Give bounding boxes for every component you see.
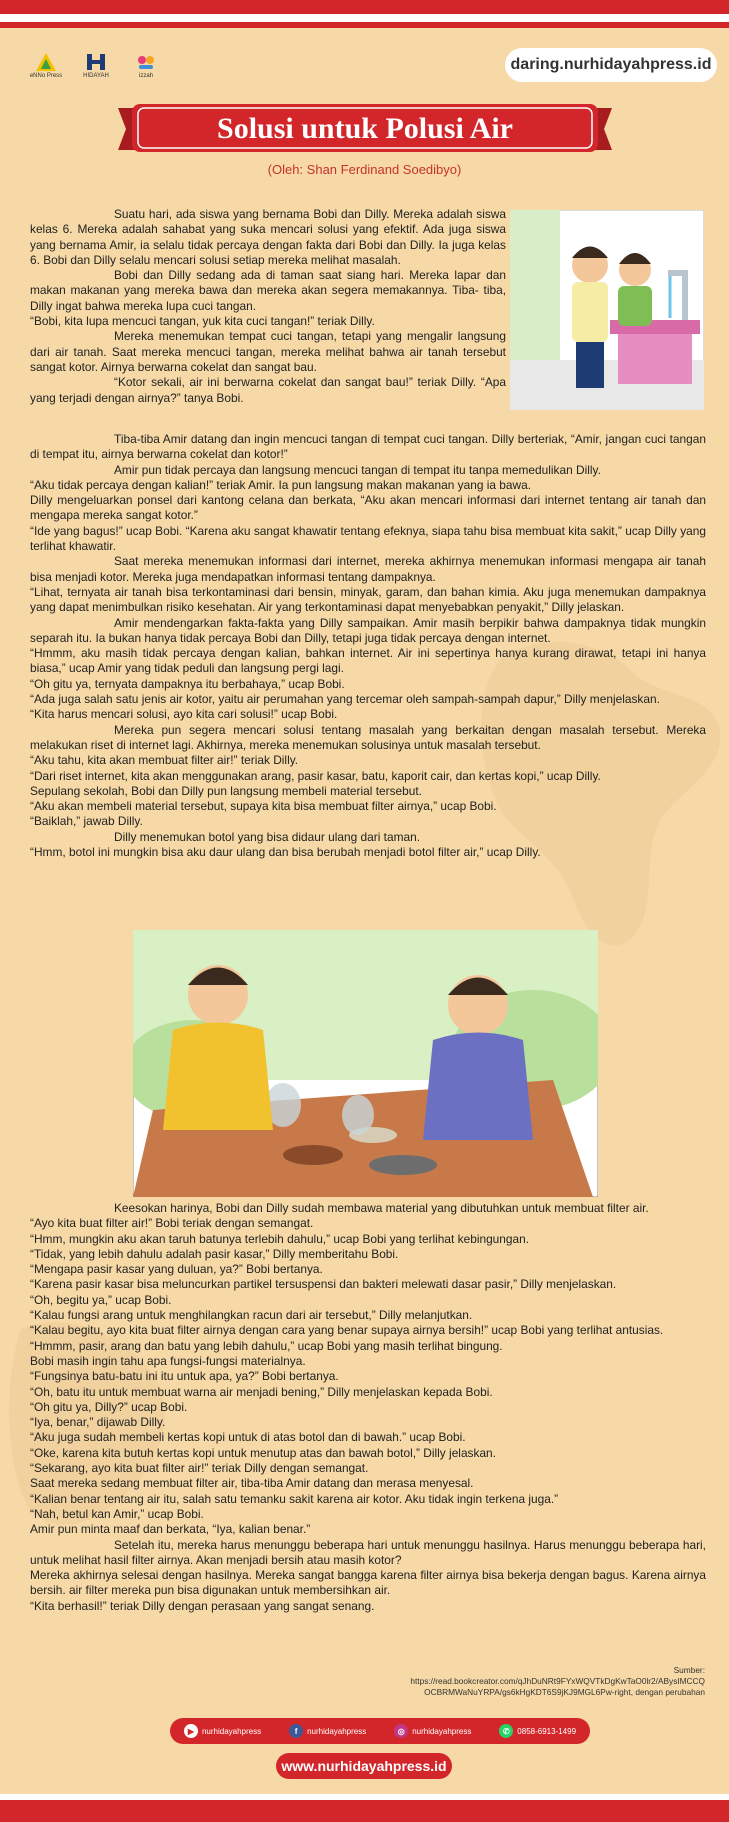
whatsapp-number: 0858-6913-1499 <box>517 1726 577 1736</box>
story-paragraph: Bobi dan Dilly sedang ada di taman saat siang hari. Mereka lapar dan makan makanan yang mereka bawa dan mereka akan segera memakannya. Tiba- tiba, Dilly ingat bahwa mereka lupa cuci tangan. <box>30 268 506 313</box>
top-stripe-white <box>0 14 729 22</box>
hidayah-icon <box>84 52 108 72</box>
story-paragraph: “Kita berhasil!” teriak Dilly dengan perasaan yang sangat senang. <box>30 1598 375 1613</box>
story-paragraph: Saat mereka menemukan informasi dari internet, mereka akhirnya menemukan informasi mengapa air tanah bisa menjadi kotor. Mereka juga mendapatkan informasi tentang dampaknya. <box>30 554 706 584</box>
story-paragraph: “Oke, karena kita butuh kertas kopi untuk menutup atas dan bawah botol,” Dilly jelaskan. <box>30 1445 496 1460</box>
story-paragraph: “Ada juga salah satu jenis air kotor, yaitu air perumahan yang tercemar oleh sampah-sampah dapur,” Dilly menjelaskan. <box>30 692 660 707</box>
top-stripe <box>0 0 729 14</box>
story-paragraph: “Aku akan membeli material tersebut, supaya kita bisa membuat filter airnya,” ucap Bobi. <box>30 799 497 814</box>
story-paragraph: “Hmm, botol ini mungkin bisa aku daur ulang dan bisa berubah menjadi botol filter air,” ucap Dilly. <box>30 845 541 860</box>
story-paragraph: “Aku juga sudah membeli kertas kopi untuk di atas botol dan di bawah.” ucap Bobi. <box>30 1430 466 1445</box>
whatsapp-icon: ✆ <box>499 1724 513 1738</box>
story-section-1b <box>30 432 706 860</box>
story-paragraph: “Kalau begitu, ayo kita buat filter airnya dengan cara yang benar supaya airnya bersih!” ucap Bobi yang terlihat antusias. <box>30 1323 664 1338</box>
instagram-handle: nurhidayahpress <box>412 1726 472 1736</box>
story-paragraph: “Baiklah,” jawab Dilly. <box>30 814 143 829</box>
publisher-logos <box>28 48 164 82</box>
source-label: Sumber: <box>673 1665 705 1675</box>
story-paragraph: Bobi masih ingin tahu apa fungsi-fungsi materialnya. <box>30 1353 306 1368</box>
story-paragraph: “Fungsinya batu-batu ini itu untuk apa, ya?” Bobi bertanya. <box>30 1369 339 1384</box>
izzah-icon <box>134 52 158 72</box>
story-paragraph: “Kalau fungsi arang untuk menghilangkan racun dari air tersebut,” Dilly melanjutkan. <box>30 1308 473 1323</box>
logo-label-izzah: izzah <box>138 72 153 79</box>
enno-press-icon <box>34 52 58 72</box>
source-citation <box>205 1665 705 1698</box>
youtube-link[interactable] <box>184 1724 261 1738</box>
logo-label-hidayah: HIDAYAH <box>83 72 109 79</box>
story-paragraph: “Hmm, mungkin aku akan taruh batunya terlebih dahulu,” ucap Bobi yang terlihat kebingungan. <box>30 1231 530 1246</box>
enno-press-logo <box>28 48 64 82</box>
illustration-making-filter <box>133 930 598 1197</box>
story-paragraph: Suatu hari, ada siswa yang bernama Bobi dan Dilly. Mereka adalah siswa kelas 6. Mereka adalah sahabat yang suka mencari solusi yang efektif. Ada juga siswa yang bernama Amir, ia selalu tidak percaya dengan fakta dari Bobi dan Dilly. Ia juga kelas 6. Bobi dan Dilly selalu mencari solusi setiap mereka melihat masalah. <box>30 207 506 267</box>
story-paragraph: “Ide yang bagus!” ucap Bobi. “Karena aku sangat khawatir tentang efeknya, siapa tahu bisa membuat kita sakit,” ucap Dilly yang terlihat khawatir. <box>30 523 706 554</box>
bottom-stripe <box>0 1800 729 1822</box>
story-paragraph: Keesokan harinya, Bobi dan Dilly sudah membawa material yang dibutuhkan untuk membuat filter air. <box>114 1201 649 1215</box>
story-paragraph: Mereka akhirnya selesai dengan hasilnya. Mereka sangat bangga karena filter airnya bisa bekerja dengan bagus. Karena airnya bersih. air filter mereka pun bisa digunakan untuk membersihkan air. <box>30 1568 706 1598</box>
story-paragraph: “Mengapa pasir kasar yang duluan, ya?” Bobi bertanya. <box>30 1262 323 1277</box>
facebook-link[interactable] <box>289 1724 366 1738</box>
story-section-1 <box>30 207 506 406</box>
story-paragraph: Amir pun minta maaf dan berkata, “Iya, kalian benar.” <box>30 1522 311 1537</box>
izzah-logo <box>128 48 164 82</box>
story-paragraph: “Sekarang, ayo kita buat filter air!” teriak Dilly dengan semangat. <box>30 1461 369 1476</box>
story-paragraph: “Oh gitu ya, ternyata dampaknya itu berbahaya,” ucap Bobi. <box>30 676 345 691</box>
page-title: Solusi untuk Polusi Air <box>217 112 513 145</box>
story-paragraph: “Tidak, yang lebih dahulu adalah pasir kasar,” Dilly memberitahu Bobi. <box>30 1246 399 1261</box>
story-paragraph: “Bobi, kita lupa mencuci tangan, yuk kita cuci tangan!” teriak Dilly. <box>30 314 375 329</box>
social-media-bar <box>170 1718 590 1744</box>
story-paragraph: “Hmmm, aku masih tidak percaya dengan kalian, bahkan internet. Air ini sepertinya hanya kurang dirawat, tetapi ini hanya biasa,” ucap Amir yang tidak peduli dan langsung pergi lagi. <box>30 646 706 676</box>
logo-label-enno: eNNo Press <box>29 72 63 79</box>
story-paragraph: Sepulang sekolah, Bobi dan Dilly pun langsung membeli material tersebut. <box>30 783 422 798</box>
story-paragraph: “Karena pasir kasar bisa meluncurkan partikel tersuspensi dan bakteri melewati dasar pasir,” Dilly menjelaskan. <box>30 1277 617 1292</box>
youtube-icon: ▶ <box>184 1724 198 1738</box>
facebook-icon: f <box>289 1724 303 1738</box>
story-paragraph: Amir pun tidak percaya dan langsung mencuci tangan di tempat itu tanpa memedulikan Dilly. <box>114 462 601 477</box>
story-paragraph: Saat mereka sedang membuat filter air, tiba-tiba Amir datang dan merasa menyesal. <box>30 1476 474 1491</box>
website-url-button[interactable]: www.nurhidayahpress.id <box>276 1753 452 1779</box>
story-paragraph: “Nah, betul kan Amir,” ucap Bobi. <box>30 1506 204 1521</box>
story-paragraph: “Lihat, ternyata air tanah bisa terkontaminasi dari bensin, minyak, garam, dan bahan kimia. Aku juga menemukan dampaknya yang dapat menimbulkan risiko kesehatan. Air yang terkontaminasi dapat menyebabkan penyakit,” Dilly jelaskan. <box>30 584 706 615</box>
facebook-handle: nurhidayahpress <box>307 1726 367 1736</box>
story-paragraph: Mereka pun segera mencari solusi tentang masalah yang berkaitan dengan masalah tersebut. Mereka melakukan riset di internet lagi. Akhirnya, mereka menemukan solusinya untuk masalah tersebut. <box>30 722 706 752</box>
story-paragraph: “Aku tidak percaya dengan kalian!” teriak Amir. Ia pun langsung makan makanan yang ia bawa. <box>30 477 532 492</box>
story-section-2 <box>30 1201 706 1614</box>
instagram-icon: ◎ <box>394 1724 408 1738</box>
story-paragraph: “Kotor sekali, air ini berwarna cokelat dan sangat bau!” teriak Dilly. “Apa yang terjadi dengan airnya?” tanya Bobi. <box>30 375 506 405</box>
story-paragraph: Mereka menemukan tempat cuci tangan, tetapi yang mengalir langsung dari air tanah. Saat mereka mencuci tangan, mereka melihat bahwa air tanah tersebut sangat kotor. Airnya berwarna cokelat dan sangat bau. <box>30 329 506 374</box>
top-stripe-lower <box>0 22 729 28</box>
whatsapp-link[interactable] <box>499 1724 576 1738</box>
story-paragraph: Setelah itu, mereka harus menunggu beberapa hari untuk menunggu hasilnya. Harus menunggu beberapa hari, untuk melihat hasil filter airnya. Akan menjadi bersih atau masih kotor? <box>30 1537 706 1567</box>
instagram-link[interactable] <box>394 1724 471 1738</box>
story-paragraph: “Oh gitu ya, Dilly?” ucap Bobi. <box>30 1399 188 1414</box>
title-banner <box>118 104 612 154</box>
story-paragraph: “Oh, begitu ya,” ucap Bobi. <box>30 1292 172 1307</box>
site-url-badge[interactable]: daring.nurhidayahpress.id <box>505 48 717 82</box>
illustration-washing-hands <box>510 210 704 410</box>
story-paragraph: “Oh, batu itu untuk membuat warna air menjadi bening,” Dilly menjelaskan kepada Bobi. <box>30 1384 493 1399</box>
source-url-line-1[interactable]: https://read.bookcreator.com/qJhDuNRt9FYxWQVTkDgKwTaO0lr2/ABysIMCCQ <box>410 1676 705 1686</box>
story-paragraph: Dilly mengeluarkan ponsel dari kantong celana dan berkata, “Aku akan mencari informasi dari internet tentang air tanah dan mengapa mereka sangat kotor.” <box>30 493 706 523</box>
hidayah-logo <box>78 48 114 82</box>
story-paragraph: “Ayo kita buat filter air!” Bobi teriak dengan semangat. <box>30 1216 314 1231</box>
story-paragraph: “Aku tahu, kita akan membuat filter air!” teriak Dilly. <box>30 753 299 768</box>
story-paragraph: “Kita harus mencari solusi, ayo kita cari solusi!” ucap Bobi. <box>30 707 338 722</box>
story-paragraph: “Dari riset internet, kita akan menggunakan arang, pasir kasar, batu, kaporit cair, dan kertas kopi,” ucap Dilly. <box>30 768 601 783</box>
story-paragraph: “Hmmm, pasir, arang dan batu yang lebih dahulu,” ucap Bobi yang masih terlihat bingung. <box>30 1338 503 1353</box>
author-subtitle: (Oleh: Shan Ferdinand Soedibyo) <box>267 162 462 177</box>
story-paragraph: Amir mendengarkan fakta-fakta yang Dilly sampaikan. Amir masih berpikir bahwa dampaknya tidak mungkin separah itu. Ia bukan hanya tidak percaya Bobi dan Dilly, tetapi juga tidak percaya dengan internet. <box>30 615 706 645</box>
story-paragraph: Tiba-tiba Amir datang dan ingin mencuci tangan di tempat cuci tangan. Dilly berteriak, “Amir, jangan cuci tangan di tempat itu, airnya berwarna cokelat dan kotor!” <box>30 432 706 462</box>
youtube-handle: nurhidayahpress <box>201 1726 262 1736</box>
story-paragraph: “Kalian benar tentang air itu, salah satu temanku sakit karena air kotor. Aku tidak ingin terkena juga.” <box>30 1491 559 1506</box>
story-paragraph: “Iya, benar,” dijawab Dilly. <box>30 1415 166 1430</box>
source-url-line-2: OCBRMWaNuYRPA/gs6kHgKDT6S9jKJ9MGL6Pw-right, dengan perubahan <box>424 1687 705 1697</box>
story-paragraph: Dilly menemukan botol yang bisa didaur ulang dari taman. <box>114 829 421 844</box>
